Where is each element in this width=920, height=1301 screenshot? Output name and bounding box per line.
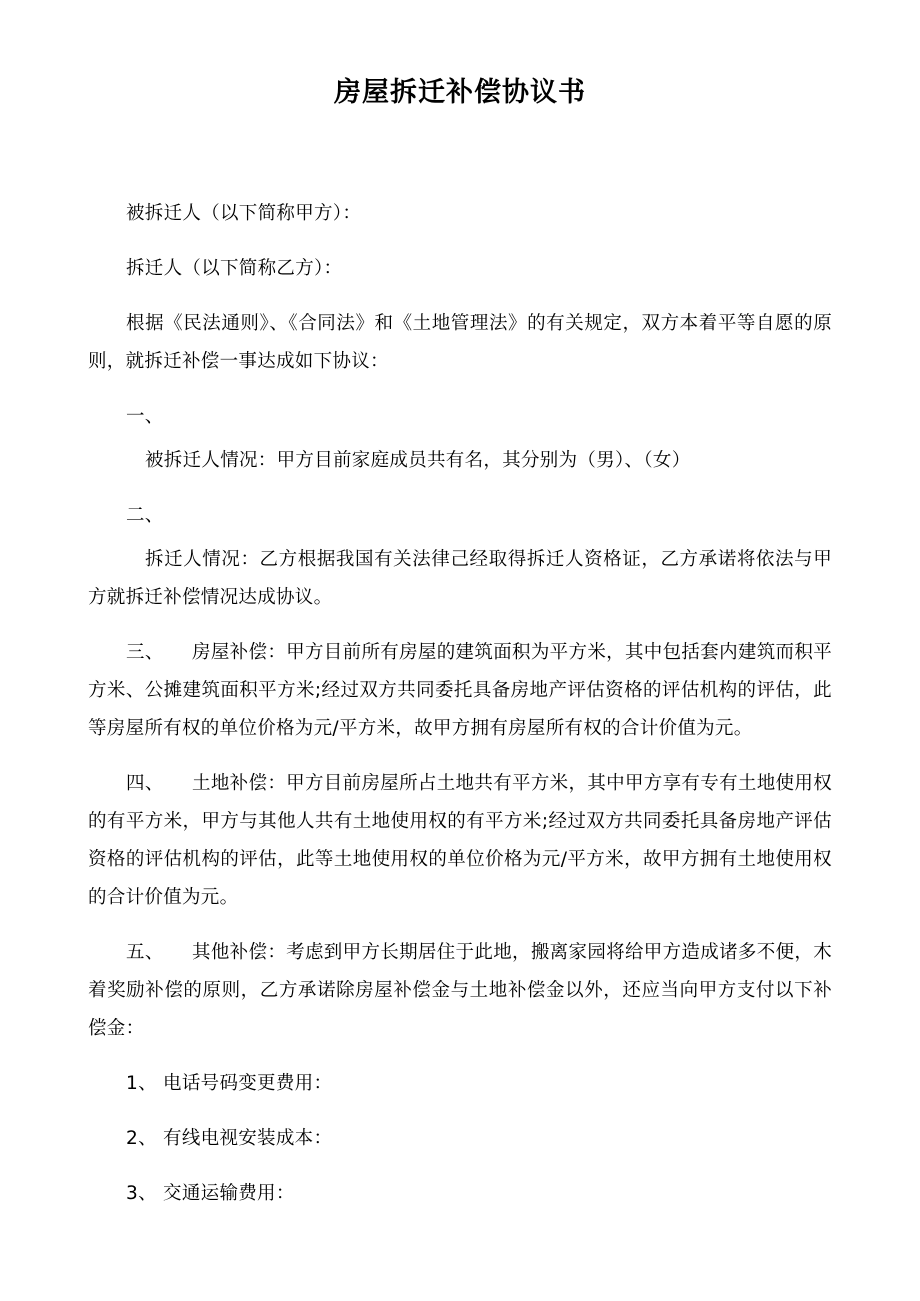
clause-2-number: 二、 [126, 505, 164, 526]
paragraph-party-b: 拆迁人（以下简称乙方）： [126, 258, 343, 279]
page-title: 房屋拆迁补偿协议书 [334, 77, 586, 108]
clause-2-body: 拆迁人情况：乙方根据我国有关法律己经取得拆迁人资格证，乙方承诺将依法与甲方就拆迁补偿情况达成协议。 [88, 549, 832, 608]
document-body [0, 195, 920, 1213]
sub-item-cable-tv-fee: 2、 有线电视安装成本： [126, 1128, 333, 1149]
clause-3-housing-compensation: 三、 房屋补偿：甲方目前所有房屋的建筑面积为平方米，其中包括套内建筑而积平方米、公摊建筑面积平方米;经过双方共同委托具备房地产评估资格的评估机构的评估，此等房屋所有权的单位价格为元/平方米，故甲方拥有房屋所有权的合计价值为元。 [88, 642, 832, 739]
paragraph-party-a: 被拆迁人（以下简称甲方）： [126, 203, 362, 224]
clause-1-number: 一、 [126, 406, 164, 427]
clause-4-land-compensation: 四、 土地补偿：甲方目前房屋所占土地共有平方米，其中甲方享有专有土地使用权的有平方米，甲方与其他人共有土地使用权的有平方米;经过双方共同委托具备房地产评估资格的评估机构的评估，此等土地使用权的单位价格为元/平方米，故甲方拥有土地使用权的合计价值为元。 [88, 773, 832, 908]
sub-item-transport-fee: 3、 交通运输费用： [126, 1183, 295, 1204]
clause-5-other-compensation: 五、 其他补偿：考虑到甲方长期居住于此地，搬离家园将给甲方造成诸多不便，木着奖励补偿的原则，乙方承诺除房屋补偿金与土地补偿金以外，还应当向甲方支付以下补偿金： [88, 942, 832, 1039]
paragraph-preamble: 根据《民法通则》、《合同法》和《土地管理法》的有关规定，双方本着平等自愿的原则，就拆迁补偿一事达成如下协议： [88, 313, 832, 372]
clause-1-body: 被拆迁人情况：甲方目前家庭成员共有名，其分别为（男）、（女） [145, 450, 691, 471]
sub-item-phone-fee: 1、 电话号码变更费用： [126, 1073, 333, 1094]
